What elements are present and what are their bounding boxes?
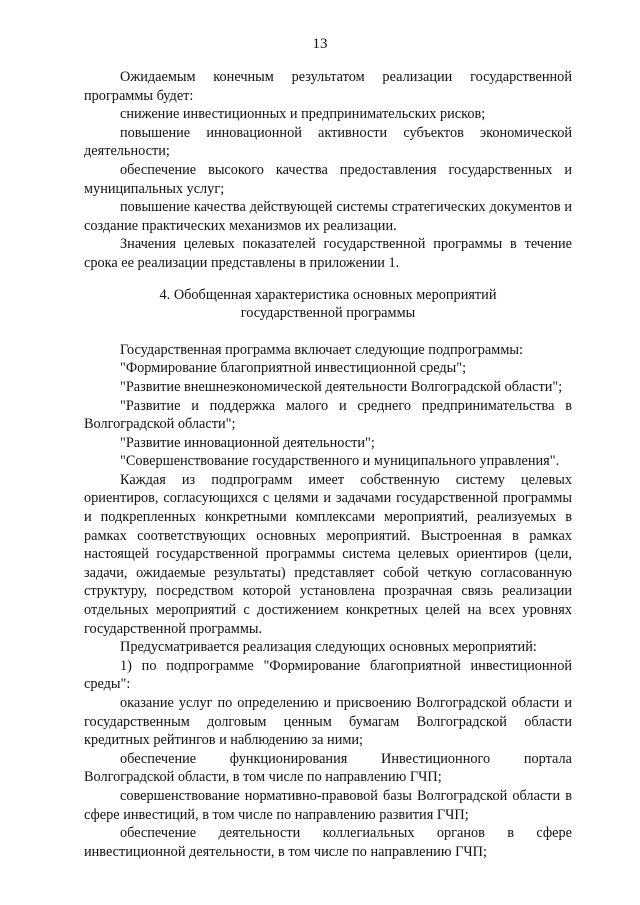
paragraph: "Развитие и поддержка малого и среднего предпринимательства в Волгоградской области";: [84, 397, 572, 433]
paragraph: "Развитие инновационной деятельности";: [120, 434, 375, 451]
paragraph: Ожидаемым конечным результатом реализации государственной программы будет:: [84, 69, 572, 104]
paragraph: Предусматривается реализация следующих основных мероприятий:: [120, 639, 537, 656]
paragraph: "Совершенствование государственного и муниципального управления".: [120, 453, 560, 470]
paragraph: "Формирование благоприятной инвестиционной среды";: [120, 360, 467, 377]
paragraph: повышение качества действующей системы стратегических документов и создание практических механизмов их реализации.: [84, 199, 572, 234]
paragraph: обеспечение функционирования Инвестиционного портала Волгоградской области, в том числе по направлению ГЧП;: [84, 750, 572, 786]
paragraph: Значения целевых показателей государственной программы в течение срока ее реализации представлены в приложении 1.: [84, 236, 572, 271]
paragraph: снижение инвестиционных и предпринимательских рисков;: [120, 106, 486, 123]
page-number: 13: [312, 36, 328, 52]
paragraph: обеспечение высокого качества предоставления государственных и муниципальных услуг;: [84, 161, 572, 197]
section-heading-line: 4. Обобщенная характеристика основных мероприятий: [159, 286, 497, 303]
paragraph: "Развитие внешнеэкономической деятельности Волгоградской области";: [120, 378, 563, 395]
paragraph: совершенствование нормативно-правовой базы Волгоградской области в сфере инвестиций, в том числе по направлению развития ГЧП;: [84, 787, 572, 823]
document-body: [84, 68, 572, 861]
paragraph: повышение инновационной активности субъектов экономической деятельности;: [84, 124, 572, 160]
paragraph: 1) по подпрограмме "Формирование благоприятной инвестиционной среды":: [84, 657, 572, 693]
paragraph: Государственная программа включает следующие подпрограммы:: [120, 341, 523, 358]
paragraph: обеспечение деятельности коллегиальных органов в сфере инвестиционной деятельности, в том числе по направлению ГЧП;: [84, 825, 572, 860]
paragraph: Каждая из подпрограмм имеет собственную систему целевых ориентиров, согласующихся с целями и задачами государственной программы и подкрепленных конкретными комплексами мероприятий, реализуемых в рамках соответствующих основных мероприятий. Выстроенная в рамках настоящей государственной программы система целевых ориентиров (цели, задачи, ожидаемые результаты) представляет собой четкую согласованную структуру, посредством которой установлена прозрачная связь реализации отдельных мероприятий с достижением конкретных целей на всех уровнях государственной программы.: [84, 471, 572, 637]
section-heading-line: государственной программы: [240, 305, 416, 322]
paragraph: оказание услуг по определению и присвоению Волгоградской области и государственным долговым ценным бумагам Волгоградской области кредитных рейтингов и наблюдению за ними;: [84, 695, 572, 749]
section-heading: [84, 286, 572, 323]
